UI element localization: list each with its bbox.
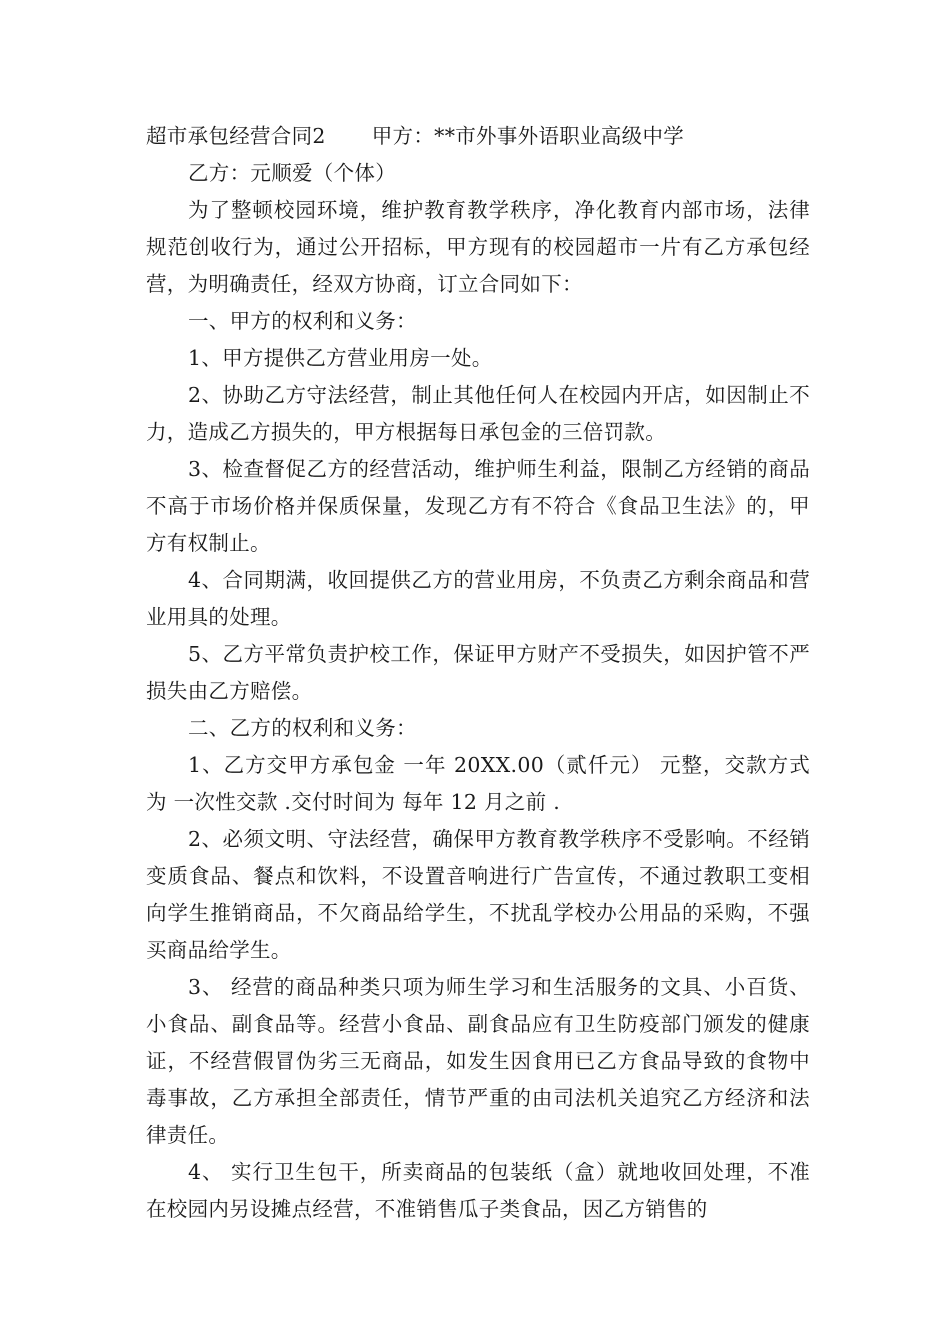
clause-b-2: 2、必须文明、守法经营，确保甲方教育教学秩序不受影响。不经销变质食品、餐点和饮料，不设置音响进行广告宣传，不通过教职工变相向学生推销商品，不欠商品给学生，不扰乱学校办公用品的采购，不强买商品给学生。 — [146, 827, 810, 962]
clause-a-1: 1、甲方提供乙方营业用房一处。 — [188, 346, 493, 370]
paragraph-intro: 为了整顿校园环境，维护教育教学秩序，净化教育内部市场，法律规范创收行为，通过公开招标，甲方现有的校园超市一片有乙方承包经营，为明确责任，经双方协商，订立合同如下： — [146, 198, 810, 296]
clause-b-4: 4、 实行卫生包干，所卖商品的包装纸（盒）就地收回处理，不准在校园内另设摊点经营，不准销售瓜子类食品，因乙方销售的 — [146, 1160, 810, 1221]
clause-a-4: 4、合同期满，收回提供乙方的营业用房，不负责乙方剩余商品和营业用具的处理。 — [146, 568, 810, 629]
document-title: 超市承包经营合同2 — [146, 124, 326, 148]
clause-a-5: 5、乙方平常负责护校工作，保证甲方财产不受损失，如因护管不严损失由乙方赔偿。 — [146, 642, 810, 703]
clause-b-1: 1、乙方交甲方承包金 一年 20XX.00（贰仟元） 元整，交款方式为 一次性交款 .交付时间为 每年 12 月之前 . — [146, 753, 810, 814]
clause-a-2: 2、协助乙方守法经营，制止其他任何人在校园内开店，如因制止不力，造成乙方损失的，甲方根据每日承包金的三倍罚款。 — [146, 383, 810, 444]
clause-b-3: 3、 经营的商品种类只项为师生学习和生活服务的文具、小百货、小食品、副食品等。经营小食品、副食品应有卫生防疫部门颁发的健康证，不经营假冒伪劣三无商品，如发生因食用已乙方食品导致的食物中毒事故，乙方承担全部责任，情节严重的由司法机关追究乙方经济和法律责任。 — [146, 975, 810, 1147]
document-page — [146, 118, 810, 1228]
section-heading-party-a: 一、甲方的权利和义务： — [188, 309, 417, 333]
party-b: 乙方：元顺爱（个体） — [188, 161, 396, 185]
party-a: 甲方：**市外事外语职业高级中学 — [371, 124, 685, 148]
section-heading-party-b: 二、乙方的权利和义务： — [188, 716, 417, 740]
title-line — [146, 118, 810, 155]
clause-a-3: 3、检查督促乙方的经营活动，维护师生利益，限制乙方经销的商品不高于市场价格并保质保量，发现乙方有不符合《食品卫生法》的，甲方有权制止。 — [146, 457, 810, 555]
